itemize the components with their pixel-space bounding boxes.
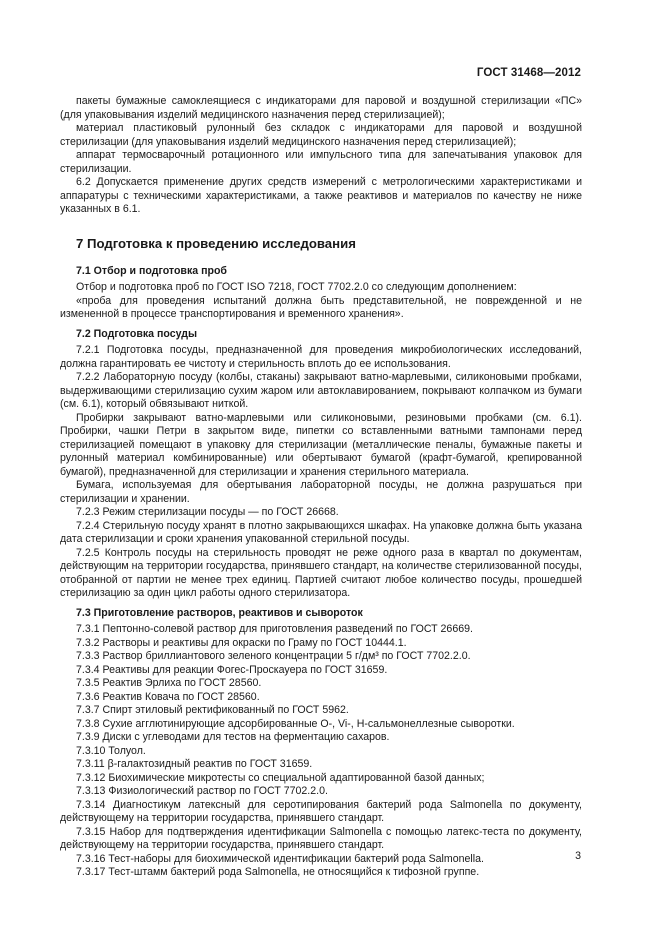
subsection-7-1-heading: 7.1 Отбор и подготовка проб (76, 264, 227, 277)
list-item: 7.3.10 Толуол. (76, 744, 146, 757)
list-item: 7.3.1 Пептонно-солевой раствор для приготовления разведений по ГОСТ 26669. (76, 623, 473, 635)
list-item: 7.3.2 Растворы и реактивы для окраски по Граму по ГОСТ 10444.1. (76, 636, 407, 649)
list-item: 7.3.14 Диагностикум латексный для серотипирования бактерий рода Salmonella по документу, действующему на территории государства, принявшего стандарт. (60, 798, 582, 824)
paragraph: 7.2.2 Лабораторную посуду (колбы, стаканы) закрывают ватно-марлевыми, силиконовыми пробками, выдерживающими стерилизацию сухим жаром или автоклавированием, покрывают колпачком из бумаги (см. 6.1), который обвязывают ниткой. (60, 371, 582, 410)
list-item: 7.3.12 Биохимические микротесты со специальной адаптированной базой данных; (76, 771, 485, 784)
paragraph: Бумага, используемая для обертывания лабораторной посуды, не должна разрушаться при стерилизации и хранении. (60, 479, 582, 505)
list-item: 7.3.17 Тест-штамм бактерий рода Salmonella, не относящийся к тифозной группе. (76, 866, 480, 878)
subsection-7-3-heading: 7.3 Приготовление растворов, реактивов и сывороток (76, 606, 363, 619)
list-item: 7.3.4 Реактивы для реакции Фогес-Проскауера по ГОСТ 31659. (76, 663, 388, 676)
paragraph: Пробирки закрывают ватно-марлевыми или силиконовыми, резиновыми пробками (см. 6.1). Пробирки, чашки Петри в закрытом виде, пипетки со вставленными ватными тампонами перед стерилизацией помещают в упаковку для стерилизации (металлические пеналы, бумажные пакеты и рулонный материал комбинированные) или обертывают бумагой (крафт-бумагой, крепированной бумагой), предназначенной для стерилизации и хранения стерильного материала. (60, 411, 582, 478)
list-item: 7.3.11 β-галактозидный реактив по ГОСТ 31659. (76, 758, 313, 770)
list-item: 7.3.16 Тест-наборы для биохимической идентификации бактерий рода Salmonella. (76, 852, 484, 865)
list-item: 7.3.5 Реактив Эрлиха по ГОСТ 28560. (76, 677, 262, 689)
list-item: 7.3.7 Спирт этиловый ректификованный по ГОСТ 5962. (76, 704, 349, 716)
paragraph: материал пластиковый рулонный без складок с индикаторами для паровой и воздушной стерилизации (для упаковывания изделий медицинского назначения перед стерилизацией); (60, 122, 582, 148)
list-item: 7.3.3 Раствор бриллиантового зеленого концентрации 5 г/дм³ по ГОСТ 7702.2.0. (76, 650, 471, 662)
subsection-7-2-heading: 7.2 Подготовка посуды (76, 327, 198, 340)
paragraph: Отбор и подготовка проб по ГОСТ ISO 7218, ГОСТ 7702.2.0 со следующим дополнением: (76, 281, 517, 293)
paragraph: 7.2.4 Стерильную посуду хранят в плотно закрывающихся шкафах. На упаковке должна быть указана дата стерилизации и сроки хранения упакованной стерильной посуды. (60, 519, 582, 545)
paragraph: 7.2.1 Подготовка посуды, предназначенной для проведения микробиологических исследований, должна гарантировать ее чистоту и стерильность вплоть до ее использования. (60, 344, 582, 370)
paragraph: «проба для проведения испытаний должна быть представительной, не поврежденной и не измененной в процессе транспортирования и временного хранения». (60, 294, 582, 320)
paragraph: 7.2.5 Контроль посуды на стерильность проводят не реже одного раза в квартал по документам, действующим на территории государства, принявшего стандарт, на количестве стерилизованной посуды, отобранной от партии не менее трех единиц. Партией считают любое количество посуды, прошедшей стерилизацию за один цикл работы одного стерилизатора. (60, 546, 582, 599)
list-item: 7.3.8 Сухие агглютинирующие адсорбированные O-, Vi-, H-сальмонеллезные сыворотки. (76, 717, 515, 730)
paragraph: 7.2.3 Режим стерилизации посуды — по ГОСТ 26668. (76, 506, 339, 518)
section-7-title: 7 Подготовка к проведению исследования (76, 235, 356, 251)
list-item: 7.3.13 Физиологический раствор по ГОСТ 7702.2.0. (76, 785, 328, 797)
list-item: 7.3.9 Диски с углеводами для тестов на ферментацию сахаров. (76, 731, 390, 743)
paragraph: 6.2 Допускается применение других средств измерений с метрологическими характеристиками и аппаратуры с техническими характеристиками, а также реактивов и материалов по качеству не ниже указанных в 6.1. (60, 176, 582, 215)
list-item: 7.3.15 Набор для подтверждения идентификации Salmonella с помощью латекс-теста по документу, действующему на территории государства, принявшего стандарт. (60, 825, 582, 851)
document-body (60, 95, 582, 880)
paragraph: пакеты бумажные самоклеящиеся с индикаторами для паровой и воздушной стерилизации «ПС» (для упаковывания изделий медицинского назначения перед стерилизацией); (60, 95, 582, 121)
document-id-header: ГОСТ 31468—2012 (476, 67, 581, 79)
list-item: 7.3.6 Реактив Ковача по ГОСТ 28560. (76, 690, 260, 703)
page-number: 3 (575, 850, 581, 862)
paragraph: аппарат термосварочный ротационного или импульсного типа для запечатывания упаковок для стерилизации. (60, 149, 582, 175)
